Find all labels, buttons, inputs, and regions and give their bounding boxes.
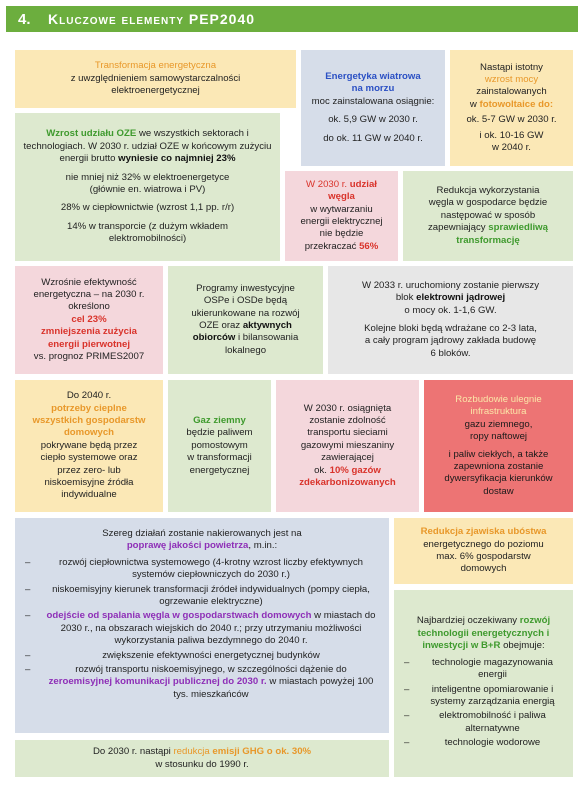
infrastruktura-title: Rozbudowie ulegnie [455, 393, 542, 405]
ghg-line: w stosunku do 1990 r. [155, 758, 249, 770]
redukcja-line: Redukcja wykorzystania [436, 184, 540, 196]
efektywnosc-highlight: zmniejszenia zużycia [41, 326, 137, 338]
jadrowa-line: o mocy ok. 1-1,6 GW. [404, 304, 497, 316]
section-header [6, 6, 578, 32]
infrastruktura-line: zapewniona zostanie [453, 460, 544, 472]
list-item: – zwiększenie efektywności energetycznej budynków [21, 650, 383, 662]
wiatrowa-title: Energetyka wiatrowa [325, 70, 421, 82]
list-item: – rozwój ciepłownictwa systemowego (4-krotny wzrost liczby efektywnych systemów ciepłowniczych do 2030 r.) [21, 557, 383, 582]
box-efektywnosc [15, 266, 163, 374]
ubostwo-line: energetycznego do poziomu [423, 538, 544, 550]
programy-line: obiorców i bilansowania [192, 332, 299, 344]
box-gaz [168, 380, 271, 512]
wegiel-highlight: węgla [328, 191, 355, 203]
ubostwo-line: domowych [460, 563, 507, 575]
cieplo-highlight: domowych [63, 427, 115, 439]
infrastruktura-line: dywersyfikacja kierunków [444, 473, 553, 485]
redukcja-line: następować w sposób [440, 209, 536, 221]
technologie-list [400, 655, 567, 752]
jadrowa-line: 6 bloków. [430, 347, 471, 359]
redukcja-line: węgla w gospodarce będzie [428, 197, 548, 209]
list-item: – technologie wodorowe [400, 737, 567, 749]
oze-intro: Wzrost udziału OZE we wszystkich sektorach i technologiach. W 2030 r. udział OZE w końcowym zużyciu energii brutto wyniesie co najmniej 23% [23, 128, 272, 165]
section-number: 4. [18, 10, 31, 28]
ubostwo-title: Redukcja zjawiska ubóstwa [420, 526, 547, 538]
section-title: Kluczowe elementy PEP2040 [48, 11, 256, 27]
infrastruktura-line: i paliw ciekłych, a także [448, 448, 549, 460]
gaz-line: w transformacji [187, 452, 252, 464]
wiatrowa-line: do ok. 11 GW w 2040 r. [323, 132, 423, 144]
efektywnosc-line: Wzrośnie efektywność [41, 276, 137, 288]
oze-line: (głównie en. wiatrowa i PV) [89, 184, 206, 195]
programy-line: OZE oraz aktywnych [199, 320, 292, 331]
transformacja-line: elektroenergetycznej [111, 85, 200, 97]
cieplo-highlight: wszystkich gospodarstw [32, 414, 146, 426]
box-wegiel [285, 171, 398, 261]
wegiel-line: nie będzie [319, 228, 364, 240]
ubostwo-line: max. 6% gospodarstw [436, 551, 531, 562]
efektywnosc-line: vs. prognoz PRIMES2007 [33, 351, 145, 363]
jadrowa-line: W 2033 r. uruchomiony zostanie pierwszy [361, 279, 540, 291]
list-item: – rozwój transportu niskoemisyjnego, w szczególności dążenie do zeroemisyjnej komunikacji publicznej do 2030 r. w miastach powyżej 100 tys. mieszkańców [21, 664, 383, 701]
box-ghg [15, 740, 389, 777]
programy-line: ukierunkowane na rozwój [191, 307, 300, 319]
ghg-line: Do 2030 r. nastąpi redukcja emisji GHG o ok. 30% [92, 746, 312, 758]
gazowe-line: W 2030 r. osiągnięta [303, 402, 392, 414]
list-item: – odejście od spalania węgla w gospodarstwach domowych w miastach do 2030 r., na obszarach wiejskich do 2040 r.; przy utrzymaniu możliwości wykorzystania paliwa bezdymnego do 2040 r. [21, 610, 383, 647]
wegiel-line: energii elektrycznej [300, 216, 383, 227]
jadrowa-line: blok elektrowni jądrowej [395, 292, 506, 304]
gazowe-highlight: zdekarbonizowanych [299, 477, 396, 489]
wiatrowa-title: na morzu [351, 83, 395, 95]
technologie-intro: Najbardziej oczekiwany rozwój technologii energetycznych i inwestycji w B+R obejmuje: [416, 615, 551, 652]
cieplo-line: indywidualne [61, 489, 117, 501]
wiatrowa-line: ok. 5,9 GW w 2030 r. [328, 114, 418, 126]
list-item: – niskoemisyjny kierunek transformacji źródeł indywidualnych (pompy ciepła, ogrzewanie elektryczne) [21, 584, 383, 609]
box-ubostwo [394, 518, 573, 584]
list-item: – elektromobilność i paliwa alternatywne [400, 710, 567, 735]
box-gazowe [276, 380, 419, 512]
box-powietrze [15, 518, 389, 733]
oze-line: 14% w transporcie (z dużym wkładem [66, 220, 229, 232]
box-technologie [394, 590, 573, 777]
box-wiatrowa [301, 50, 445, 166]
programy-line: OSPe i OSDe będą [203, 295, 288, 307]
wzrost-line: Nastąpi istotny [480, 61, 543, 73]
programy-line: Programy inwestycyjne [196, 282, 295, 294]
powietrze-intro: poprawę jakości powietrza, m.in.: [126, 540, 278, 552]
gaz-line: będzie paliwem [186, 427, 253, 439]
wzrost-line: i ok. 10-16 GW [479, 129, 544, 141]
infrastruktura-line: gazu ziemnego, [464, 418, 533, 430]
list-item: – inteligentne opomiarowanie i systemy zarządzania energią [400, 684, 567, 709]
infrastruktura-line: ropy naftowej [469, 431, 528, 443]
box-programy [168, 266, 323, 374]
efektywnosc-line: określono [68, 301, 110, 313]
gaz-title: Gaz ziemny [193, 414, 246, 426]
redukcja-line: zapewniający sprawiedliwą [428, 222, 548, 234]
gazowe-line: ok. 10% gazów [314, 464, 381, 476]
gaz-line: energetycznej [189, 464, 250, 476]
efektywnosc-line: energetyczna – na 2030 r. [33, 288, 145, 300]
wzrost-line: zainstalowanych [476, 86, 547, 98]
oze-line: elektromobilności) [108, 233, 187, 245]
list-item: – technologie magazynowania energii [400, 657, 567, 682]
wegiel-line: W 2030 r. udział [306, 178, 377, 190]
wzrost-line: w 2040 r. [492, 142, 531, 154]
cieplo-line: przez zero- lub [57, 464, 121, 476]
box-infrastruktura [424, 380, 573, 512]
box-redukcja-wegla [403, 171, 573, 261]
cieplo-highlight: potrzeby cieplne [51, 402, 127, 414]
cieplo-line: niskoemisyjne źródła [44, 477, 134, 489]
transformacja-title: Transformacja energetyczna [94, 60, 217, 72]
powietrze-list [21, 555, 383, 703]
gaz-line: pomostowym [191, 439, 248, 451]
cieplo-line: pokrywane będą przez [40, 439, 138, 451]
fotowoltaika-highlight: fotowoltaice do: [479, 98, 554, 110]
efektywnosc-highlight: energii pierwotnej [47, 338, 131, 350]
box-oze [15, 113, 280, 261]
wegiel-line: w wytwarzaniu [310, 203, 373, 215]
wzrost-line: ok. 5-7 GW w 2030 r. [466, 114, 557, 126]
oze-line: nie mniej niż 32% w elektroenergetyce [65, 171, 230, 183]
box-transformacja [15, 50, 296, 108]
box-cieplo [15, 380, 163, 512]
powietrze-intro: Szereg działań zostanie nakierowanych jest na [102, 528, 302, 539]
programy-line: lokalnego [224, 344, 267, 356]
transformacja-line: z uwzględnieniem samowystarczalności [70, 72, 241, 84]
infrastruktura-title: infrastruktura [470, 406, 527, 418]
gazowe-line: zostanie zdolność [309, 414, 386, 426]
wzrost-line: w fotowoltaice do: [469, 98, 554, 110]
box-jadrowa [328, 266, 573, 374]
gazowe-line: transportu sieciami [307, 427, 388, 439]
wegiel-line: przekraczać 56% [304, 240, 379, 252]
efektywnosc-highlight: cel 23% [71, 313, 107, 325]
gazowe-line: gazowymi mieszaniny [300, 439, 395, 451]
redukcja-highlight: transformację [456, 234, 520, 246]
oze-line: 28% w ciepłownictwie (wzrost 1,1 pp. r/r) [60, 202, 235, 214]
jadrowa-line: Kolejne bloki będą wdrażane co 2-3 lata, [364, 323, 537, 334]
infrastruktura-line: dostaw [483, 485, 514, 497]
gazowe-line: zawierającej [321, 452, 374, 464]
wzrost-highlight: wzrost mocy [484, 73, 539, 85]
wiatrowa-line: moc zainstalowana osiągnie: [311, 95, 435, 107]
jadrowa-line: a cały program jądrowy zakłada budowę [364, 335, 537, 347]
box-wzrost-mocy [450, 50, 573, 166]
cieplo-line: ciepło systemowe oraz [40, 452, 138, 464]
cieplo-line: Do 2040 r. [66, 390, 112, 402]
